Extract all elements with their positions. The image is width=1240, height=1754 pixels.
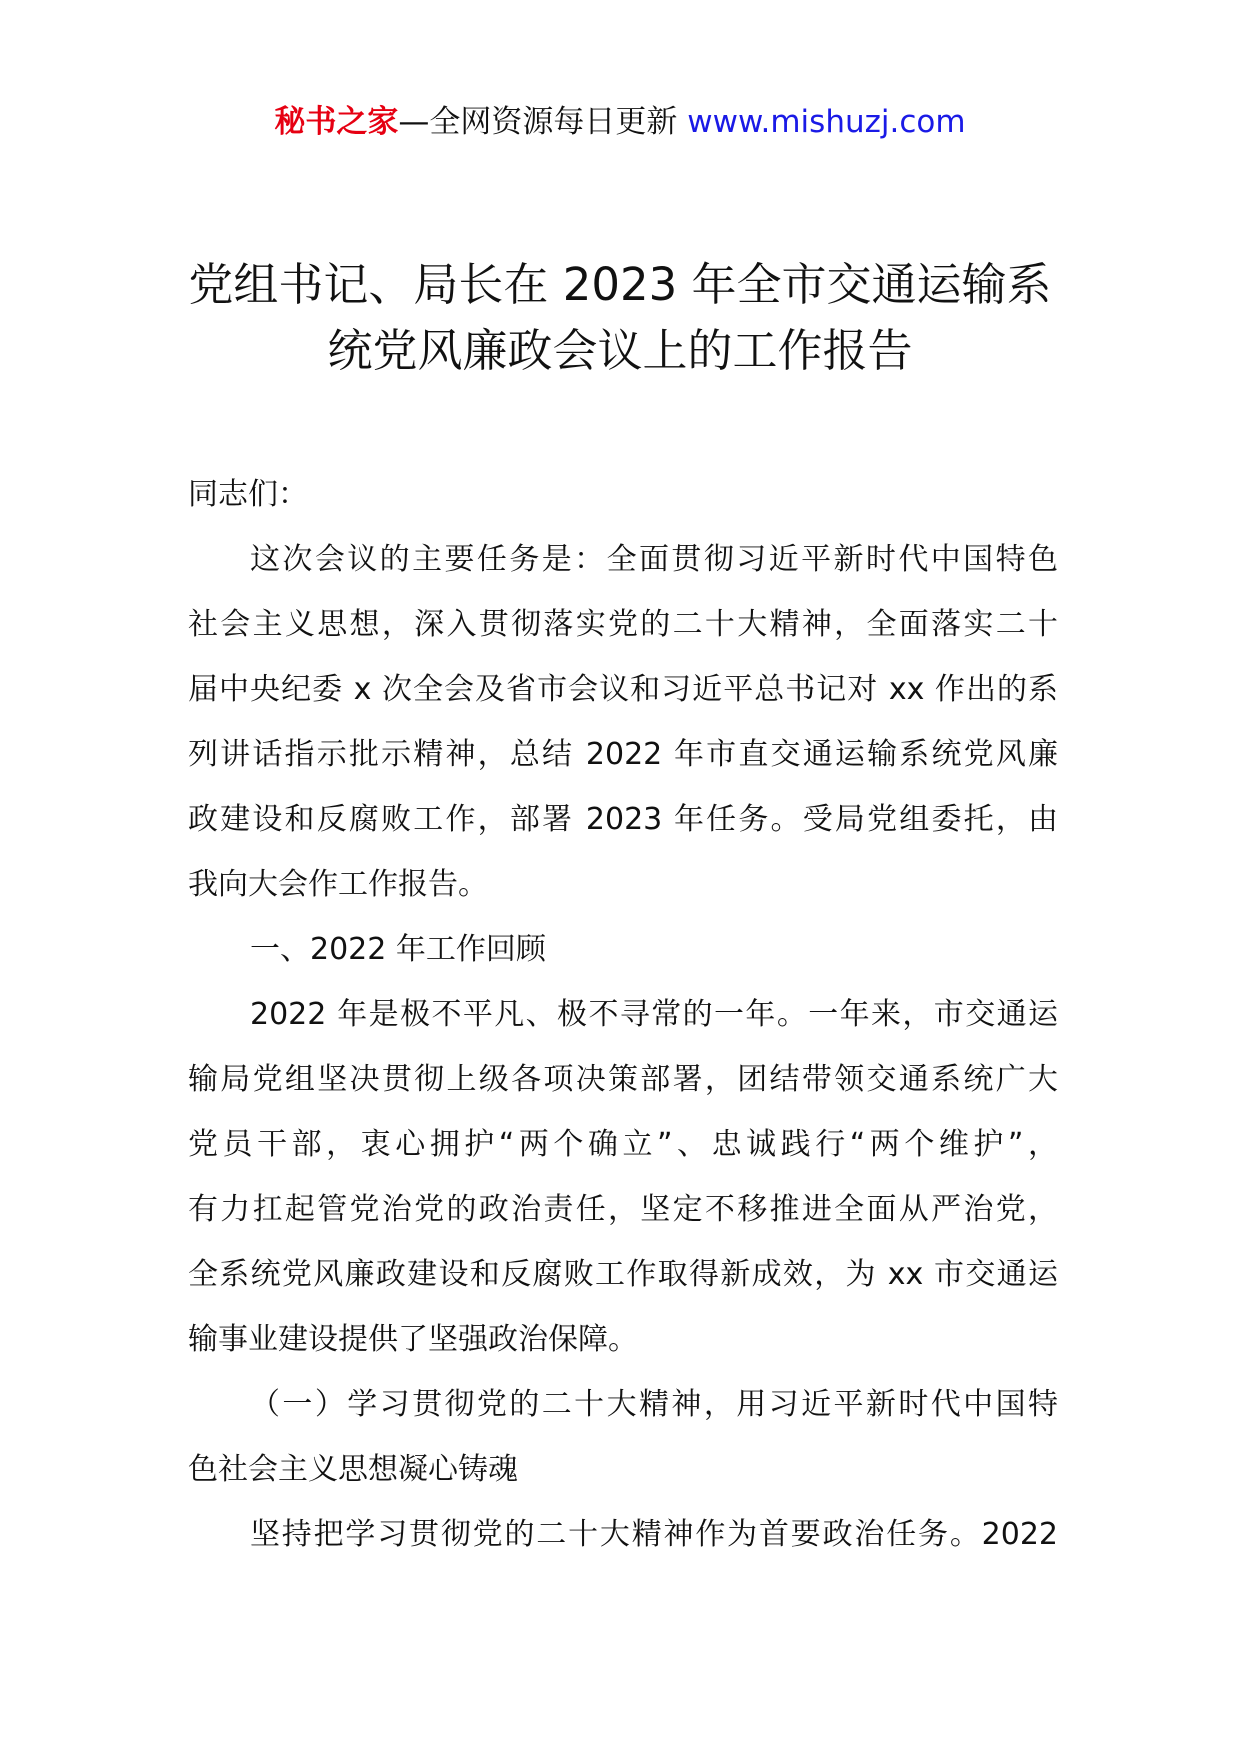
paragraph-1-line-6: 我向大会作工作报告。 <box>188 867 488 902</box>
salutation: 同志们： <box>188 477 308 512</box>
paragraph-2-line-5: 全系统党风廉政建设和反腐败工作取得新成效，为 xx 市交通运 <box>188 1257 1058 1292</box>
paragraph-1-line-2: 社会主义思想，深入贯彻落实党的二十大精神，全面落实二十 <box>188 607 1058 642</box>
paragraph-1-line-5: 政建设和反腐败工作，部署 2023 年任务。受局党组委托，由 <box>188 802 1058 837</box>
site-url-link[interactable]: www.mishuzj.com <box>687 104 966 140</box>
document-body <box>188 462 1058 1567</box>
document-title <box>150 252 1090 384</box>
title-line-1: 党组书记、局长在 2023 年全市交通运输系 <box>188 258 1052 311</box>
paragraph-2-line-3: 党员干部，衷心拥护“两个确立”、忠诚践行“两个维护”， <box>188 1127 1058 1162</box>
paragraph-1-line-3: 届中央纪委 x 次全会及省市会议和习近平总书记对 xx 作出的系 <box>188 672 1058 707</box>
subsection-heading-1-line-2: 色社会主义思想凝心铸魂 <box>188 1452 518 1487</box>
title-line-2: 统党风廉政会议上的工作报告 <box>327 324 913 377</box>
subsection-heading-1-line-1: （一）学习贯彻党的二十大精神，用习近平新时代中国特 <box>250 1387 1058 1422</box>
site-slogan: —全网资源每日更新 <box>398 104 688 140</box>
section-heading-1: 一、2022 年工作回顾 <box>250 932 546 967</box>
site-header <box>0 100 1240 144</box>
paragraph-2-line-2: 输局党组坚决贯彻上级各项决策部署，团结带领交通系统广大 <box>188 1062 1058 1097</box>
paragraph-2-line-1: 2022 年是极不平凡、极不寻常的一年。一年来，市交通运 <box>250 997 1058 1032</box>
paragraph-3-line-1: 坚持把学习贯彻党的二十大精神作为首要政治任务。2022 <box>250 1517 1058 1552</box>
paragraph-2-line-6: 输事业建设提供了坚强政治保障。 <box>188 1322 638 1357</box>
paragraph-1-line-1: 这次会议的主要任务是：全面贯彻习近平新时代中国特色 <box>250 542 1058 577</box>
site-brand: 秘书之家 <box>274 104 399 140</box>
paragraph-2-line-4: 有力扛起管党治党的政治责任，坚定不移推进全面从严治党， <box>188 1192 1058 1227</box>
paragraph-1-line-4: 列讲话指示批示精神，总结 2022 年市直交通运输系统党风廉 <box>188 737 1058 772</box>
